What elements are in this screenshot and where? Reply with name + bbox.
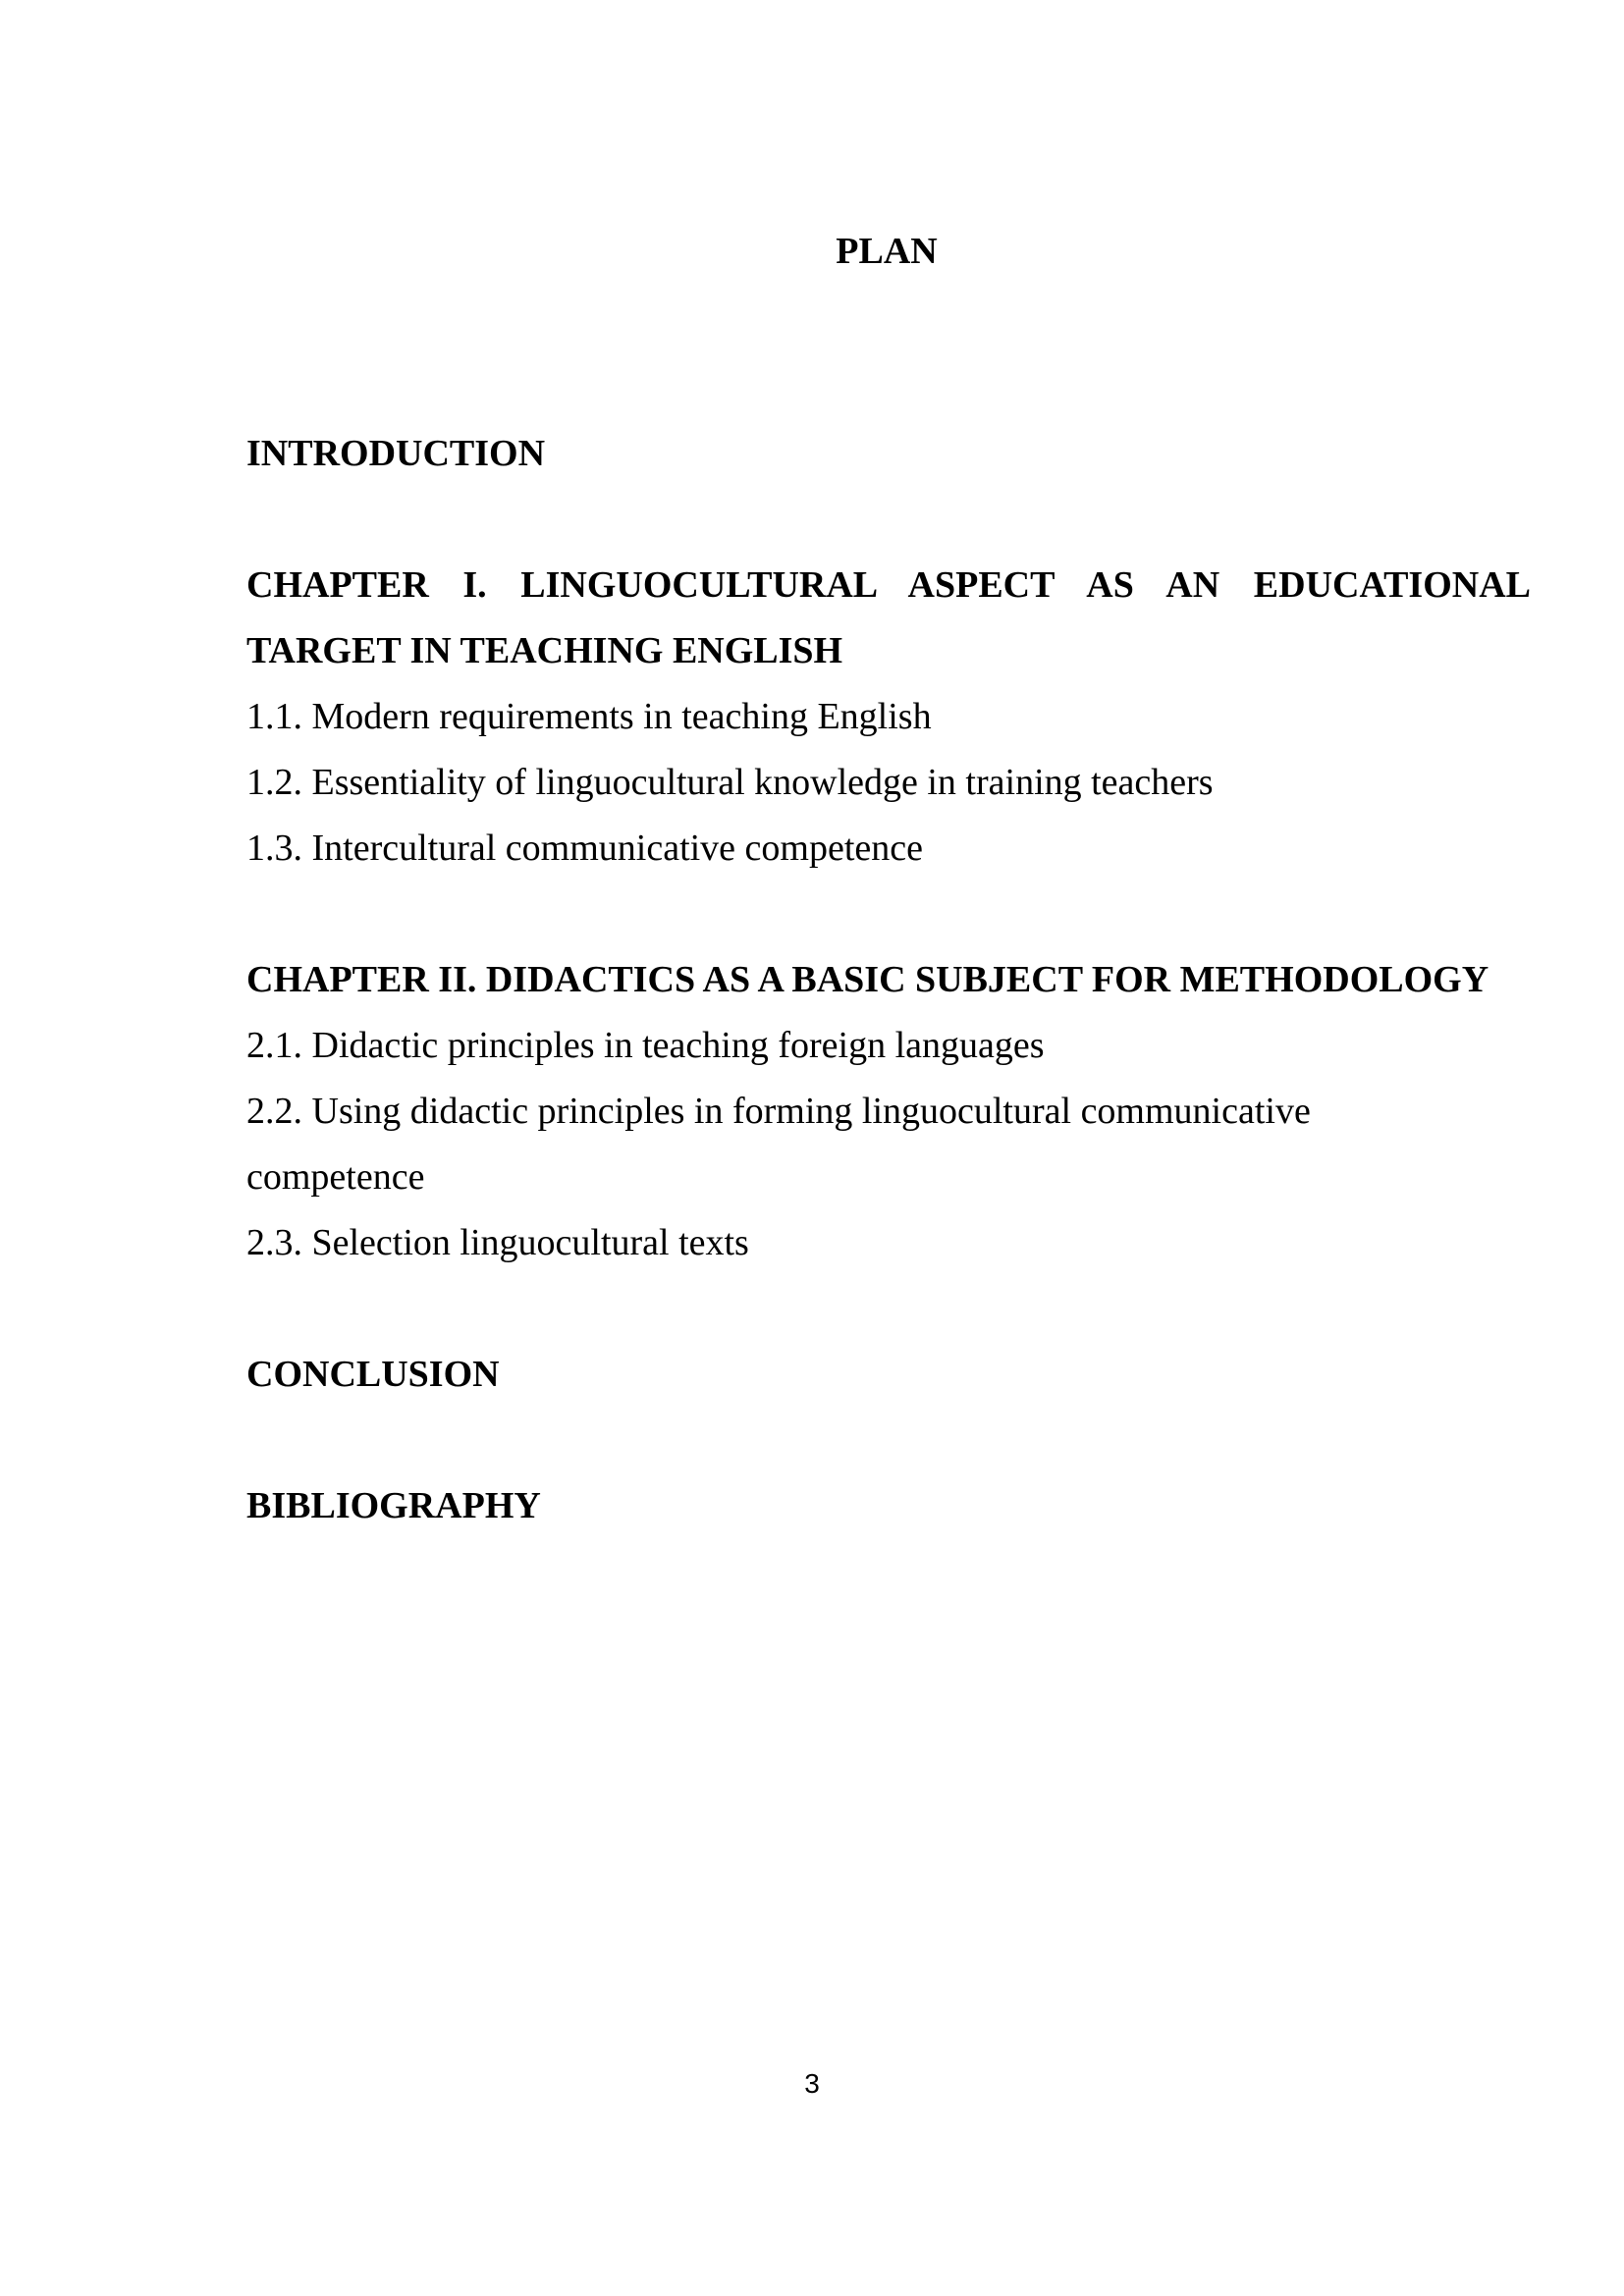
chapter-1-heading-line-2: TARGET IN TEACHING ENGLISH	[246, 630, 843, 671]
page-title: PLAN	[836, 231, 938, 272]
chapter-1-heading-line-1: CHAPTER I. LINGUOCULTURAL ASPECT AS AN EDUCATIONAL	[246, 564, 1531, 606]
toc-item-1-2: 1.2. Essentiality of linguocultural knowledge in training teachers	[246, 762, 1214, 803]
chapter-2-heading: CHAPTER II. DIDACTICS AS A BASIC SUBJECT FOR METHODOLOGY	[246, 959, 1489, 1000]
toc-item-2-1: 2.1. Didactic principles in teaching foreign languages	[246, 1025, 1045, 1066]
chapter-2-section	[246, 947, 1531, 1276]
toc-bibliography: BIBLIOGRAPHY	[246, 1485, 541, 1526]
toc-item-2-2: 2.2. Using didactic principles in forming linguocultural communicative	[246, 1091, 1311, 1132]
toc-item-2-3: 2.3. Selection linguocultural texts	[246, 1222, 749, 1263]
toc-item-1-1: 1.1. Modern requirements in teaching English	[246, 696, 932, 737]
toc-introduction: INTRODUCTION	[246, 433, 546, 474]
toc-item-2-2-continuation: competence	[246, 1156, 425, 1198]
table-of-contents	[246, 421, 1531, 1539]
page-number: 3	[804, 2068, 820, 2099]
toc-conclusion: CONCLUSION	[246, 1354, 500, 1395]
chapter-1-section	[246, 553, 1531, 881]
toc-item-1-3: 1.3. Intercultural communicative competence	[246, 828, 923, 869]
